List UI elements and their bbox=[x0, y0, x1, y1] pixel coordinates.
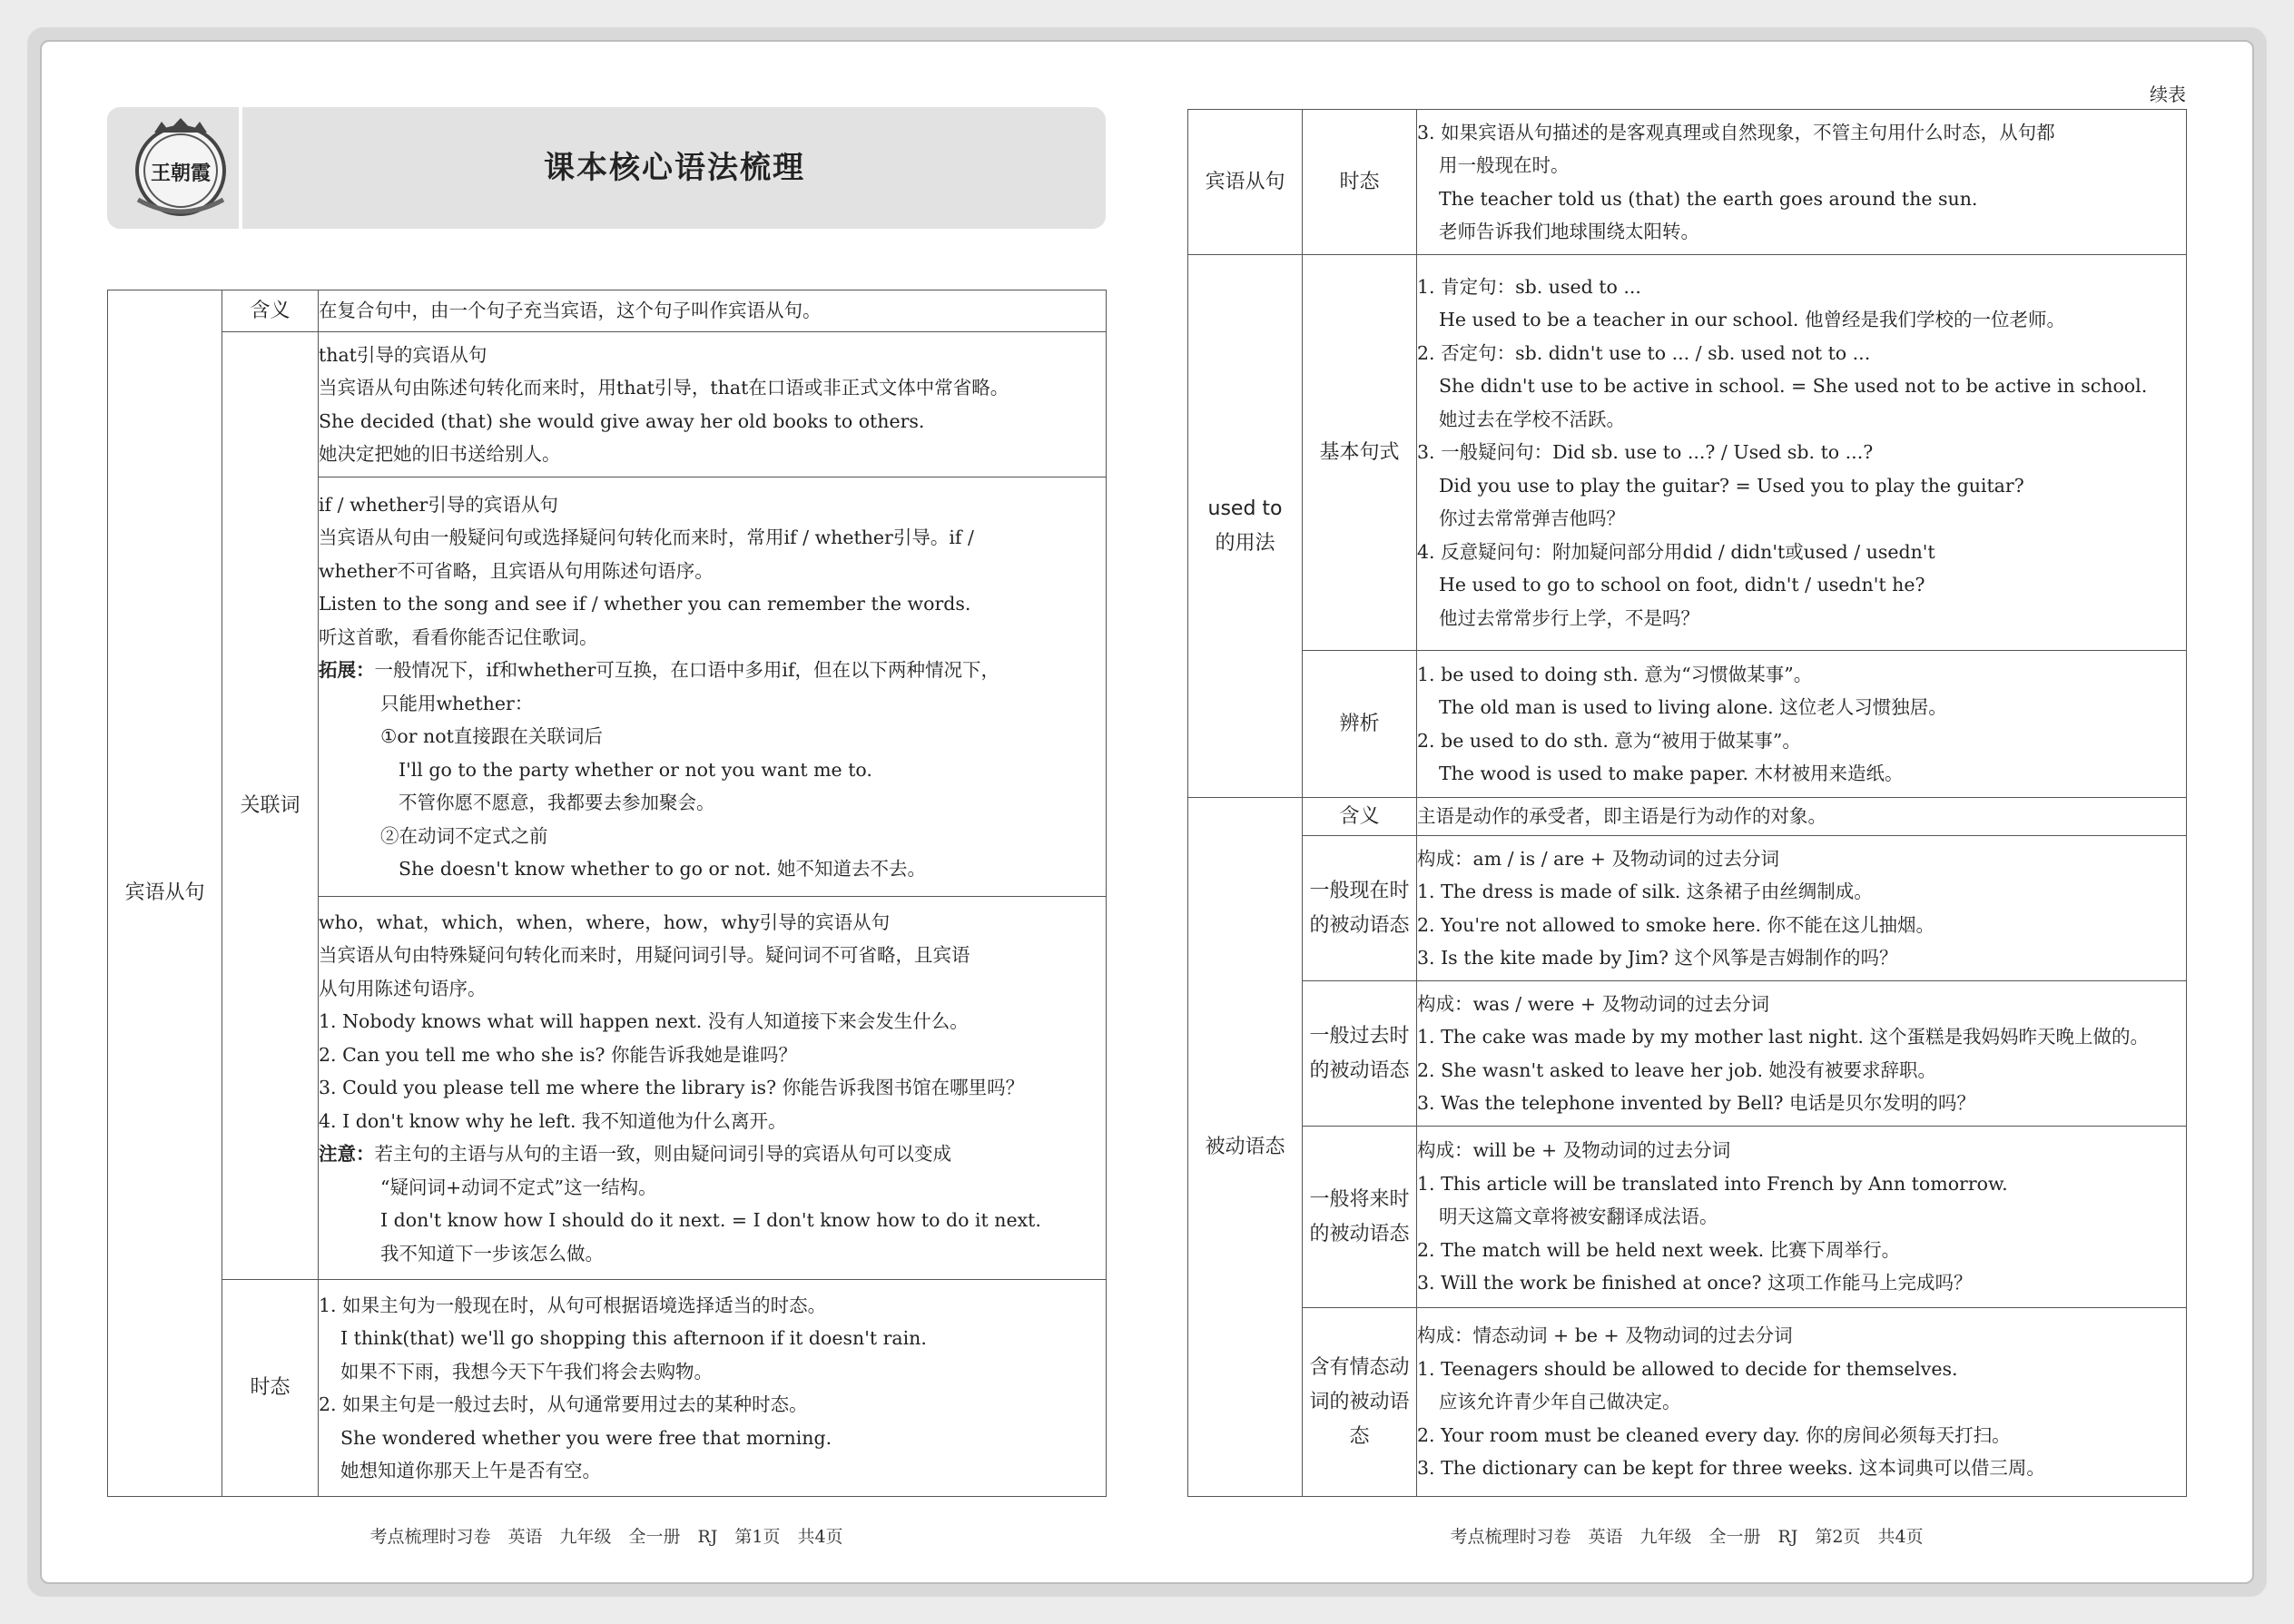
text-line: 1. Nobody knows what will happen next. 没有人知道接下来会发生什么。 bbox=[319, 1010, 969, 1033]
row-label-meaning: 含义 bbox=[1303, 798, 1417, 836]
text-line: 2. be used to do sth. 意为“被用于做某事”。 bbox=[1417, 729, 1801, 752]
text-line: 当宾语从句由陈述句转化而来时，用that引导，that在口语或非正式文体中常省略。 bbox=[319, 377, 1009, 399]
note-line bbox=[319, 1137, 1106, 1171]
text-line: 3. Will the work be finished at once? 这项工作能马上完成吗？ bbox=[1417, 1272, 1973, 1294]
meaning-text: 主语是动作的承受者，即主语是行为动作的对象。 bbox=[1417, 798, 2187, 836]
text-line: who，what，which，when，where，how，why引导的宾语从句 bbox=[319, 910, 891, 933]
seal-logo-icon bbox=[127, 116, 234, 220]
text-line: 若主句的主语与从句的主语一致，则由疑问词引导的宾语从句可以变成 bbox=[374, 1143, 951, 1166]
text-line: whether不可省略，且宾语从句用陈述句语序。 bbox=[319, 559, 714, 582]
text-line: ②在动词不定式之前 bbox=[380, 824, 548, 847]
diff-block bbox=[1417, 651, 2187, 798]
text-line: She decided (that) she would give away her old books to others. bbox=[319, 409, 925, 432]
text-line: Listen to the song and see if / whether you can remember the words. bbox=[319, 593, 971, 615]
present-block bbox=[1417, 836, 2187, 981]
header-band bbox=[107, 107, 1106, 229]
text-line: 构成：will be + 及物动词的过去分词 bbox=[1417, 1139, 1731, 1162]
row-label-diff: 辨析 bbox=[1303, 651, 1417, 798]
extension-line bbox=[319, 654, 1106, 687]
text-line: 当宾语从句由特殊疑问句转化而来时，用疑问词引导。疑问词不可省略，且宾语 bbox=[319, 944, 970, 967]
text-line: 2. Your room must be cleaned every day. 你的房间必须每天打扫。 bbox=[1417, 1423, 2011, 1446]
section-label: 宾语从句 bbox=[1188, 110, 1303, 255]
text-line: I'll go to the party whether or not you want me to. bbox=[399, 758, 872, 781]
text-line: ①or not直接跟在关联词后 bbox=[380, 725, 603, 747]
text-line: 1. 如果主句为一般现在时，从句可根据语境选择适当的时态。 bbox=[319, 1294, 827, 1316]
meaning-text: 在复合句中，由一个句子充当宾语，这个句子叫作宾语从句。 bbox=[319, 290, 1107, 332]
text-line: 3. Is the kite made by Jim? 这个风筝是吉姆制作的吗？ bbox=[1417, 947, 1898, 969]
section-label: 宾语从句 bbox=[108, 290, 222, 1497]
grammar-table-1 bbox=[107, 290, 1107, 1497]
text-line: 3. Could you please tell me where the library is? 你能告诉我图书馆在哪里吗？ bbox=[319, 1077, 1025, 1099]
svg-text:王朝霞: 王朝霞 bbox=[150, 162, 212, 185]
text-line: She wondered whether you were free that morning. bbox=[340, 1426, 832, 1449]
text-line: 她决定把她的旧书送给别人。 bbox=[319, 443, 561, 465]
text-line: 2. 如果主句是一般过去时，从句通常要用过去的某种时态。 bbox=[319, 1393, 808, 1415]
text-line: 从句用陈述句语序。 bbox=[319, 977, 487, 999]
row-label-future-passive: 一般将来时的被动语态 bbox=[1303, 1127, 1417, 1308]
text-line: 2. You're not allowed to smoke here. 你不能在这儿抽烟。 bbox=[1417, 913, 1935, 936]
text-line: 老师告诉我们地球围绕太阳转。 bbox=[1439, 221, 1699, 242]
text-line: 3. 如果宾语从句描述的是客观真理或自然现象，不管主句用什么时态，从句都 bbox=[1417, 121, 2055, 143]
extension-label: 拓展： bbox=[319, 659, 375, 681]
text-line: 构成：was / were + 及物动词的过去分词 bbox=[1417, 992, 1770, 1015]
text-line: He used to be a teacher in our school. 他曾经是我们学校的一位老师。 bbox=[1439, 309, 2065, 331]
text-line: The old man is used to living alone. 这位老人习惯独居。 bbox=[1439, 696, 1947, 718]
text-line: 只能用whether： bbox=[380, 692, 534, 714]
header-separator bbox=[239, 107, 242, 229]
section-label: 被动语态 bbox=[1188, 798, 1303, 1497]
text-line: 2. She wasn't asked to leave her job. 她没有被要求辞职。 bbox=[1417, 1058, 1937, 1081]
text-line: 1. be used to doing sth. 意为“习惯做某事”。 bbox=[1417, 663, 1813, 685]
text-line: 构成：情态动词 + be + 及物动词的过去分词 bbox=[1417, 1324, 1793, 1347]
future-block bbox=[1417, 1127, 2187, 1308]
row-label-basic: 基本句式 bbox=[1303, 255, 1417, 651]
past-block bbox=[1417, 981, 2187, 1127]
text-line: 如果不下雨，我想今天下午我们将会去购物。 bbox=[340, 1360, 713, 1383]
row-label-present-passive: 一般现在时的被动语态 bbox=[1303, 836, 1417, 981]
row-label-tense: 时态 bbox=[1303, 110, 1417, 255]
text-line: 他过去常常步行上学，不是吗？ bbox=[1439, 606, 1699, 629]
text-line: 4. 反意疑问句：附加疑问部分用did / didn't或used / usedn't bbox=[1417, 540, 1935, 563]
text-line: 明天这篇文章将被安翻译成法语。 bbox=[1439, 1206, 1718, 1228]
text-line: 1. Teenagers should be allowed to decide for themselves. bbox=[1417, 1357, 1958, 1380]
text-line: 1. This article will be translated into French by Ann tomorrow. bbox=[1417, 1172, 2008, 1195]
modal-block bbox=[1417, 1308, 2187, 1497]
row-label-meaning: 含义 bbox=[222, 290, 319, 332]
grammar-table-2 bbox=[1187, 109, 2187, 1497]
row-label-modal-passive: 含有情态动词的被动语态 bbox=[1303, 1308, 1417, 1497]
text-line: 不管你愿不愿意，我都要去参加聚会。 bbox=[399, 792, 715, 813]
text-line: 用一般现在时。 bbox=[1439, 154, 1570, 176]
page-footer: 考点梳理时习卷 英语 九年级 全一册 RJ 第2页 共4页 bbox=[1450, 1527, 1924, 1547]
ifwhether-block bbox=[319, 477, 1107, 897]
text-line: 3. 一般疑问句：Did sb. use to ...? / Used sb. to ...? bbox=[1417, 441, 1874, 464]
text-line: She doesn't know whether to go or not. 她不知道去不去。 bbox=[399, 858, 926, 880]
text-line: 4. I don't know why he left. 我不知道他为什么离开。 bbox=[319, 1109, 787, 1132]
text-line: 2. The match will be held next week. 比赛下周举行。 bbox=[1417, 1238, 1901, 1261]
text-line: if / whether引导的宾语从句 bbox=[319, 493, 558, 516]
continued-label: 续表 bbox=[2150, 84, 2186, 105]
text-line: 她想知道你那天上午是否有空。 bbox=[340, 1460, 601, 1481]
section-label: used to 的用法 bbox=[1188, 255, 1303, 798]
text-line: 构成：am / is / are + 及物动词的过去分词 bbox=[1417, 847, 1779, 870]
tense-block bbox=[1417, 110, 2187, 255]
text-line: 听这首歌，看看你能否记住歌词。 bbox=[319, 625, 598, 648]
text-line: The teacher told us (that) the earth goes around the sun. bbox=[1439, 187, 1978, 210]
text-line: 2. 否定句：sb. didn't use to ... / sb. used not to ... bbox=[1417, 341, 1871, 364]
tense-block bbox=[319, 1280, 1107, 1497]
text-line: 当宾语从句由一般疑问句或选择疑问句转化而来时，常用if / whether引导。if / bbox=[319, 527, 974, 548]
text-line: The wood is used to make paper. 木材被用来造纸。 bbox=[1439, 763, 1904, 784]
that-block bbox=[319, 332, 1107, 477]
text-line: 我不知道下一步该怎么做。 bbox=[380, 1242, 604, 1265]
text-line: 一般情况下，if和whether可互换，在口语中多用if，但在以下两种情况下， bbox=[374, 659, 1000, 681]
row-label-past-passive: 一般过去时的被动语态 bbox=[1303, 981, 1417, 1127]
page-title: 课本核心语法梳理 bbox=[544, 150, 805, 186]
page-footer: 考点梳理时习卷 英语 九年级 全一册 RJ 第1页 共4页 bbox=[369, 1527, 843, 1547]
text-line: 1. 肯定句：sb. used to ... bbox=[1417, 275, 1641, 298]
row-label-tense: 时态 bbox=[222, 1280, 319, 1497]
text-line: 3. Was the telephone invented by Bell? 电话是贝尔发明的吗？ bbox=[1417, 1092, 1976, 1114]
text-line: 1. The cake was made by my mother last night. 这个蛋糕是我妈妈昨天晚上做的。 bbox=[1417, 1026, 2149, 1048]
text-line: I don't know how I should do it next. = I don't know how to do it next. bbox=[380, 1209, 1041, 1232]
text-line: 2. Can you tell me who she is? 你能告诉我她是谁吗？ bbox=[319, 1043, 797, 1066]
basic-block bbox=[1417, 255, 2187, 651]
text-line: He used to go to school on foot, didn't / usedn't he? bbox=[1439, 574, 1925, 596]
row-label-connective: 关联词 bbox=[222, 332, 319, 1280]
text-line: that引导的宾语从句 bbox=[319, 343, 487, 366]
text-line: 3. The dictionary can be kept for three weeks. 这本词典可以借三周。 bbox=[1417, 1457, 2045, 1480]
text-line: 应该允许青少年自己做决定。 bbox=[1439, 1391, 1681, 1413]
text-line: She didn't use to be active in school. = She used not to be active in school. bbox=[1439, 375, 2148, 398]
note-label: 注意： bbox=[319, 1143, 375, 1166]
text-line: I think(that) we'll go shopping this afternoon if it doesn't rain. bbox=[340, 1327, 927, 1349]
text-line: 她过去在学校不活跃。 bbox=[1439, 408, 1625, 430]
text-line: 你过去常常弹吉他吗？ bbox=[1439, 507, 1625, 530]
text-line: “疑问词+动词不定式”这一结构。 bbox=[380, 1176, 657, 1198]
text-line: Did you use to play the guitar? = Used you to play the guitar? bbox=[1439, 474, 2024, 497]
text-line: 1. The dress is made of silk. 这条裙子由丝绸制成。 bbox=[1417, 881, 1873, 902]
wh-block bbox=[319, 897, 1107, 1280]
